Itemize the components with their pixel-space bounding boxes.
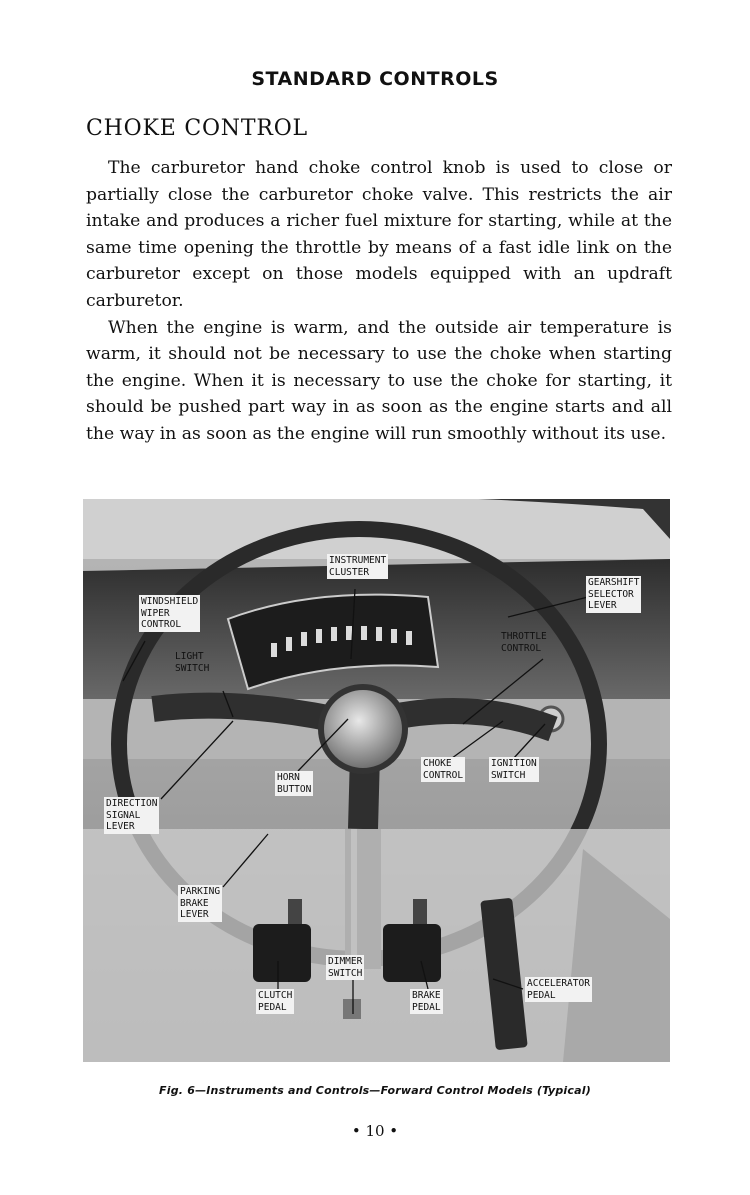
paragraph-2: When the engine is warm, and the outside air temperature is warm, it should not be necessary to use the choke when starting the engine. When it is necessary to use the choke for starting, it should be pushed part way in as soon as the engine starts and all the way in as soon as the engine will run smoothly without its use. [86, 317, 672, 444]
label-clutch-pedal: CLUTCH PEDAL [258, 990, 293, 1013]
label-ignition-switch: IGNITION SWITCH [491, 758, 537, 781]
label-brake-pedal: BRAKE PEDAL [412, 990, 441, 1013]
label-parking-brake-lever: PARKING BRAKE LEVER [180, 886, 221, 920]
label-gearshift-selector-lever: GEARSHIFT SELECTOR LEVER [588, 577, 640, 611]
page-number: • 10 • [351, 1122, 399, 1140]
label-dimmer-switch: DIMMER SWITCH [328, 956, 363, 979]
page-header: STANDARD CONTROLS [251, 68, 499, 90]
label-accelerator-pedal: ACCELERATOR PEDAL [527, 978, 590, 1001]
label-throttle-control: THROTTLE CONTROL [501, 631, 547, 654]
label-light-switch: LIGHT SWITCH [175, 651, 210, 674]
label-instrument-cluster: INSTRUMENT CLUSTER [329, 555, 387, 578]
label-direction-signal-lever: DIRECTION SIGNAL LEVER [106, 798, 158, 832]
section-title: CHOKE CONTROL [86, 116, 308, 141]
body-text [86, 155, 672, 448]
label-windshield-wiper-control: WINDSHIELD WIPER CONTROL [141, 596, 199, 630]
label-choke-control: CHOKE CONTROL [423, 758, 464, 781]
dashboard-photo [83, 499, 670, 1062]
label-horn-button: HORN BUTTON [277, 772, 312, 795]
paragraph-1: The carburetor hand choke control knob is used to close or partially close the carburetor choke valve. This restricts the air intake and produces a richer fuel mixture for starting, while at the same time opening the throttle by means of a fast idle link on the carburetor except on those models equipped with an updraft carburetor. [86, 158, 672, 311]
figure-caption: Fig. 6—Instruments and Controls—Forward Control Models (Typical) [159, 1084, 591, 1097]
